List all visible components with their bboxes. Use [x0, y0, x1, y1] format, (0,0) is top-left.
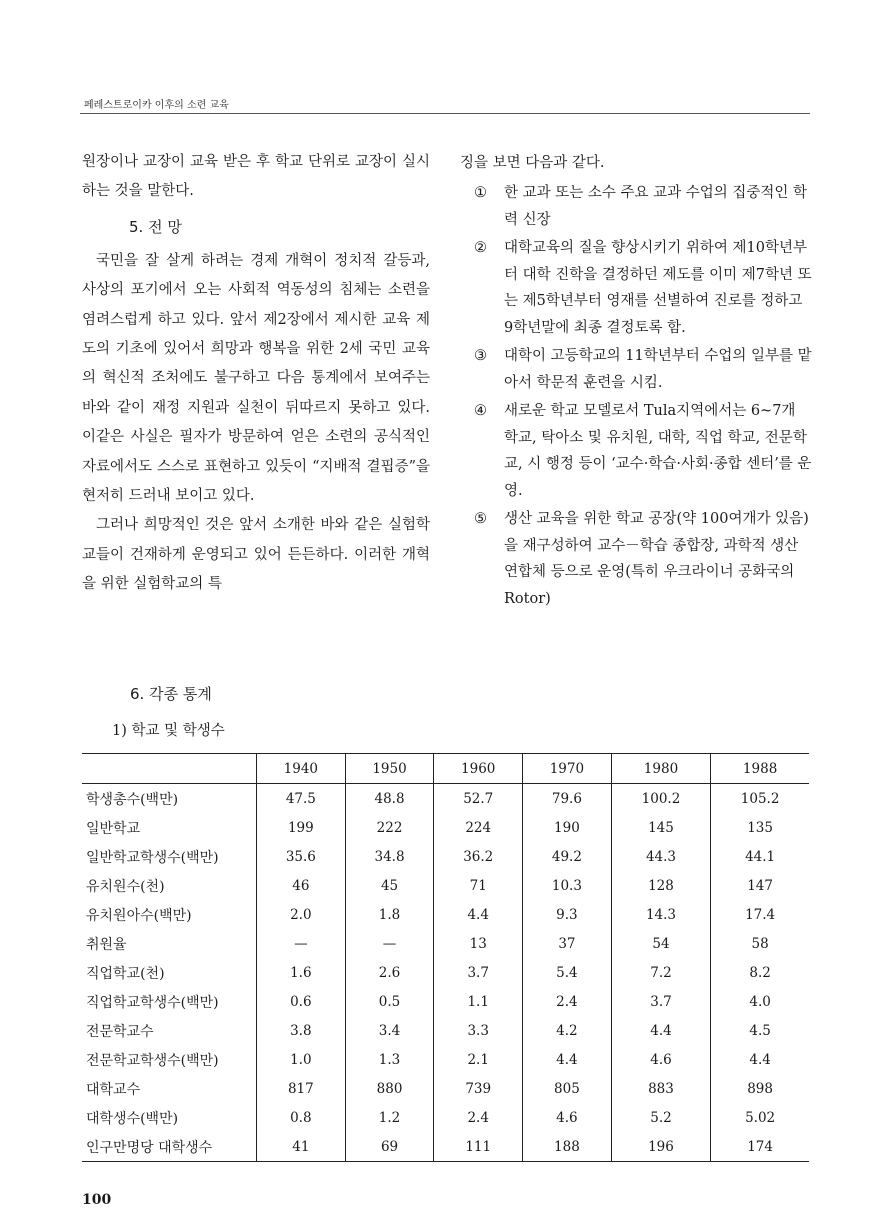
table-row: [82, 958, 809, 987]
table-cell: 47.5: [257, 784, 346, 814]
table-row: [82, 871, 809, 900]
table-cell: 105.2: [711, 784, 809, 814]
table-header-row: [82, 754, 809, 784]
table-cell: 0.6: [257, 987, 346, 1016]
table-cell: 0.5: [345, 987, 434, 1016]
table-cell: 69: [345, 1132, 434, 1162]
list-item-text: 생산 교육을 위한 학교 공장(약 100여개가 있음)을 재구성하여 교수－학습 종합장, 과학적 생산 연합체 등으로 운영(특히 우크라이너 공화국의 Rotor): [504, 511, 809, 607]
table-cell: 1.1: [434, 987, 523, 1016]
table-cell: 2.6: [345, 958, 434, 987]
table-header-cell: 1940: [257, 754, 346, 784]
table-cell: 45: [345, 871, 434, 900]
table-cell: 4.2: [523, 1016, 612, 1045]
table-cell: 224: [434, 813, 523, 842]
table-cell: 1.6: [257, 958, 346, 987]
table-cell: 49.2: [523, 842, 612, 871]
table-cell: 4.5: [711, 1016, 809, 1045]
table-cell: 147: [711, 871, 809, 900]
table-cell: 37: [523, 929, 612, 958]
table-cell: 71: [434, 871, 523, 900]
list-item: [460, 343, 812, 396]
paragraph-continuation: 원장이나 교장이 교육 받은 후 학교 단위로 교장이 실시하는 것을 말한다.: [82, 154, 430, 200]
table-cell: 100.2: [611, 784, 710, 814]
table-cell: 199: [257, 813, 346, 842]
paragraph-intro: 징을 보면 다음과 같다.: [460, 155, 605, 171]
table-cell: 0.8: [257, 1103, 346, 1132]
table-cell: 13: [434, 929, 523, 958]
list-item: [460, 506, 812, 612]
table-row: [82, 929, 809, 958]
list-marker: ③: [474, 348, 487, 364]
row-label: 전문학교학생수(백만): [86, 1052, 219, 1069]
row-label: 대학생수(백만): [86, 1110, 179, 1127]
table-cell: 2.4: [523, 987, 612, 1016]
table-row: [82, 1074, 809, 1103]
table-cell: 36.2: [434, 842, 523, 871]
paragraph-hope: 그러나 희망적인 것은 앞서 소개한 바와 같은 실험학교들이 건재하게 운영되고 있어 든든하다. 이러한 개혁을 위한 실험학교의 특: [82, 517, 430, 593]
table-cell: 111: [434, 1132, 523, 1162]
table-cell: 4.6: [523, 1103, 612, 1132]
table-cell: 3.3: [434, 1016, 523, 1045]
table-cell: 44.1: [711, 842, 809, 871]
table-cell: 5.2: [611, 1103, 710, 1132]
table-cell: 52.7: [434, 784, 523, 814]
list-item: [460, 235, 812, 341]
table-cell: 1.8: [345, 900, 434, 929]
table-cell: 222: [345, 813, 434, 842]
table-cell: 48.8: [345, 784, 434, 814]
table-cell: 135: [711, 813, 809, 842]
list-item-text: 한 교과 또는 소수 주요 교과 수업의 집중적인 학력 신장: [504, 185, 808, 228]
table-cell: 34.8: [345, 842, 434, 871]
table-cell: 5.02: [711, 1103, 809, 1132]
table-cell: 3.4: [345, 1016, 434, 1045]
table-cell: 739: [434, 1074, 523, 1103]
table-row: [82, 842, 809, 871]
right-column: [460, 148, 812, 612]
table-cell: —: [257, 929, 346, 958]
row-label: 일반학교: [86, 820, 141, 837]
table-body: [82, 784, 809, 1162]
left-column: [82, 148, 430, 600]
table-cell: 7.2: [611, 958, 710, 987]
row-label: 유치원아수(백만): [86, 907, 192, 924]
table-cell: 880: [345, 1074, 434, 1103]
table-header-cell: [82, 754, 257, 784]
table-row: [82, 987, 809, 1016]
table-cell: 79.6: [523, 784, 612, 814]
row-label: 유치원수(천): [86, 878, 165, 895]
table-cell: 54: [611, 929, 710, 958]
row-label: 직업학교(천): [86, 965, 165, 982]
table-cell: —: [345, 929, 434, 958]
table-cell: 4.4: [523, 1045, 612, 1074]
row-label: 직업학교학생수(백만): [86, 994, 219, 1011]
statistics-table: [82, 753, 809, 1162]
section-6-heading: 6. 각종 통계: [130, 685, 212, 703]
paragraph-outlook: 국민을 잘 살게 하려는 경제 개혁이 정치적 갈등과, 사상의 포기에서 오는 사회적 역동성의 침체는 소련을 염려스럽게 하고 있다. 앞서 제2장에서 제시한 교육 제도의 기초에 있어서 희망과 행복을 위한 2세 국민 교육의 혁신적 조처에도 불구하고 다음 통계에서 보여주는 바와 같이 재정 지원과 실천이 뒤따르지 못하고 있다. 이같은 사실은 필자가 방문하여 얻은 소련의 공식적인 자료에서도 스스로 표현하고 있듯이 “지배적 결핍증”을 현저히 드러내 보이고 있다.: [82, 252, 430, 505]
section-5-heading: 5. 전 망: [129, 217, 182, 236]
table-header-cell: 1980: [611, 754, 710, 784]
list-marker: ①: [474, 185, 487, 201]
table-cell: 4.6: [611, 1045, 710, 1074]
table-cell: 2.1: [434, 1045, 523, 1074]
table-cell: 190: [523, 813, 612, 842]
list-item-text: 대학이 고등학교의 11학년부터 수업의 일부를 맡아서 학문적 훈련을 시킴.: [504, 348, 812, 391]
page-number: 100: [82, 1192, 112, 1208]
table-header-cell: 1960: [434, 754, 523, 784]
table-cell: 1.0: [257, 1045, 346, 1074]
table-cell: 3.7: [611, 987, 710, 1016]
list-item-text: 새로운 학교 모델로서 Tula지역에서는 6~7개 학교, 탁아소 및 유치원, 대학, 직업 학교, 전문학교, 시 행정 등이 ‘교수·학습·사회·종합 센터’를 운영.: [504, 403, 812, 499]
table-row: [82, 1103, 809, 1132]
subsection-heading: 1) 학교 및 학생수: [112, 723, 225, 739]
table-cell: 4.4: [711, 1045, 809, 1074]
table-cell: 4.4: [611, 1016, 710, 1045]
table-row: [82, 813, 809, 842]
table-cell: 5.4: [523, 958, 612, 987]
table-cell: 1.2: [345, 1103, 434, 1132]
row-label: 대학교수: [86, 1081, 141, 1098]
table-cell: 196: [611, 1132, 710, 1162]
list-marker: ⑤: [474, 511, 487, 527]
table-row: [82, 1045, 809, 1074]
table-cell: 3.7: [434, 958, 523, 987]
table-header-cell: 1988: [711, 754, 809, 784]
row-label: 인구만명당 대학생수: [82, 1132, 257, 1162]
table-row: [82, 784, 809, 814]
table-cell: 805: [523, 1074, 612, 1103]
table-cell: 9.3: [523, 900, 612, 929]
table-cell: 8.2: [711, 958, 809, 987]
table-cell: 4.0: [711, 987, 809, 1016]
row-label: 전문학교수: [86, 1023, 154, 1040]
list-item-text: 대학교육의 질을 향상시키기 위하여 제10학년부터 대학 진학을 결정하던 제도를 이미 제7학년 또는 제5학년부터 영재를 선별하여 진로를 정하고 9학년말에 최종 결정토록 함.: [504, 240, 812, 336]
table-cell: 128: [611, 871, 710, 900]
table-cell: 35.6: [257, 842, 346, 871]
table-cell: 817: [257, 1074, 346, 1103]
table-cell: 3.8: [257, 1016, 346, 1045]
table-cell: 10.3: [523, 871, 612, 900]
list-item: [460, 180, 812, 233]
table-cell: 1.3: [345, 1045, 434, 1074]
table-cell: 14.3: [611, 900, 710, 929]
table-cell: 2.4: [434, 1103, 523, 1132]
table-cell: 145: [611, 813, 710, 842]
table-cell: 2.0: [257, 900, 346, 929]
table-row: [82, 900, 809, 929]
header-rule: [80, 113, 810, 114]
running-header: 페레스트로이카 이후의 소련 교육: [84, 100, 229, 111]
table-cell: 41: [257, 1132, 346, 1162]
table-cell: 4.4: [434, 900, 523, 929]
table-cell: 188: [523, 1132, 612, 1162]
table-cell: 883: [611, 1074, 710, 1103]
table-header-cell: 1970: [523, 754, 612, 784]
table-cell: 58: [711, 929, 809, 958]
table-cell: 17.4: [711, 900, 809, 929]
table-row: [82, 1132, 809, 1162]
row-label: 학생총수(백만): [86, 791, 179, 808]
table-row: [82, 1016, 809, 1045]
table-cell: 174: [711, 1132, 809, 1162]
table-cell: 44.3: [611, 842, 710, 871]
table-header-cell: 1950: [345, 754, 434, 784]
list-marker: ②: [474, 240, 487, 256]
row-label: 취원율: [86, 936, 127, 953]
list-item: [460, 398, 812, 504]
list-marker: ④: [474, 403, 487, 419]
table-cell: 898: [711, 1074, 809, 1103]
row-label: 일반학교학생수(백만): [86, 849, 219, 866]
table-cell: 46: [257, 871, 346, 900]
